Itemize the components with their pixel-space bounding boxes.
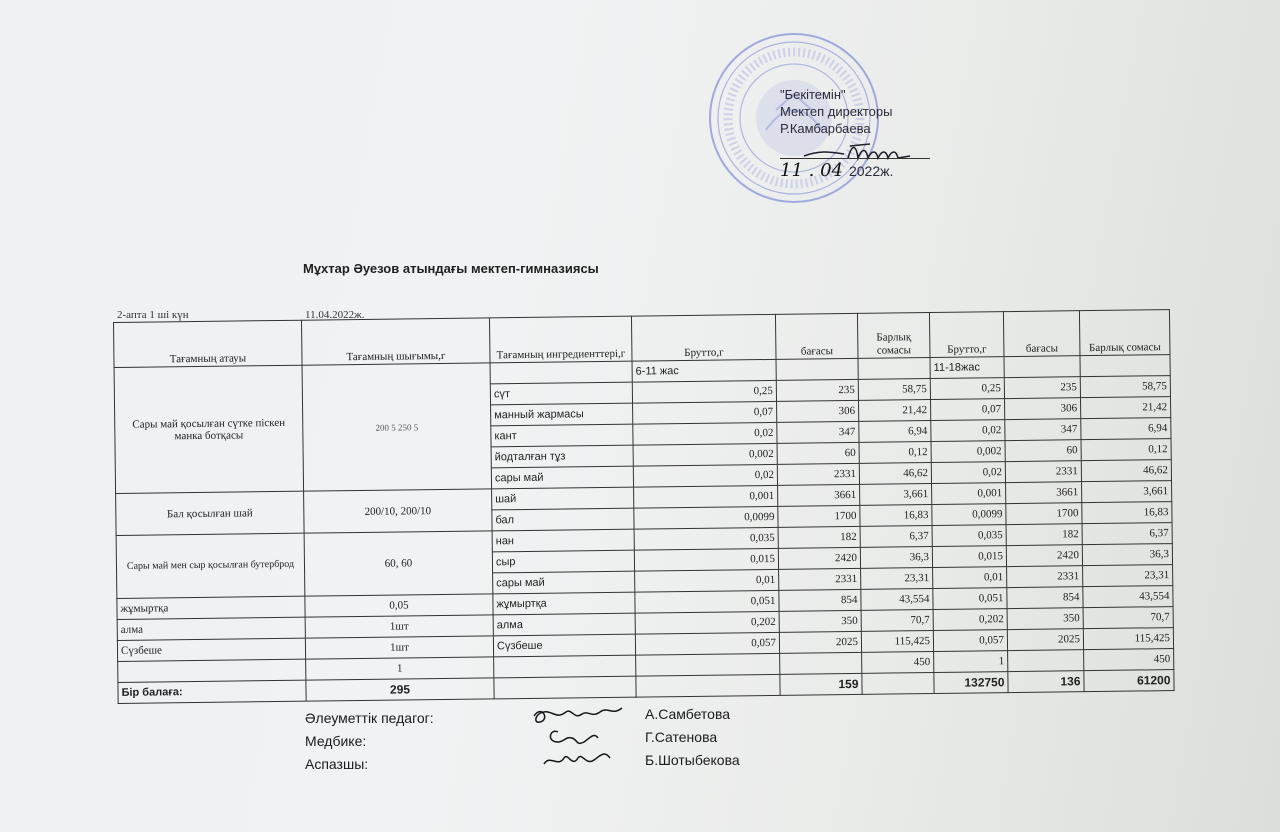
sum-1: 0,12 bbox=[859, 442, 931, 464]
price-2: 60 bbox=[1005, 440, 1081, 462]
role-social-pedagogue: Әлеуметтік педагог: bbox=[305, 710, 434, 726]
approval-date-year: 2022ж. bbox=[848, 163, 894, 179]
price-1: 3661 bbox=[778, 484, 860, 506]
approval-title: "Бекітемін" bbox=[780, 87, 846, 102]
brutto-2: 0,001 bbox=[932, 483, 1006, 505]
dish-yield: 200 5 250 5 bbox=[302, 363, 492, 491]
sum-2: 43,554 bbox=[1083, 586, 1173, 608]
sum-2: 58,75 bbox=[1080, 376, 1170, 398]
name-cook: Б.Шотыбекова bbox=[645, 752, 740, 768]
menu-date: 11.04.2022ж. bbox=[305, 309, 365, 321]
school-title: Мұхтар Әуезов атындағы мектеп-гимназиясы bbox=[303, 261, 599, 276]
brutto-1: 0,057 bbox=[635, 632, 779, 655]
empty-cell bbox=[1004, 356, 1080, 378]
price-2: 182 bbox=[1006, 524, 1082, 546]
dish-yield: 1шт bbox=[305, 615, 493, 638]
sum-2: 6,37 bbox=[1082, 523, 1172, 545]
empty-cell bbox=[858, 358, 930, 380]
ingredient-name: сыр bbox=[492, 550, 634, 573]
empty-cell bbox=[494, 655, 636, 678]
approval-date-handwritten: 11 . 04 bbox=[780, 160, 843, 181]
sum-2: 46,62 bbox=[1081, 460, 1171, 482]
age-group-2: 11-18жас bbox=[930, 357, 1004, 379]
brutto-2: 0,035 bbox=[932, 525, 1006, 547]
sum-1: 58,75 bbox=[858, 379, 930, 401]
price-2: 347 bbox=[1005, 419, 1081, 441]
sum-1: 23,31 bbox=[861, 568, 933, 590]
brutto-1: 0,002 bbox=[633, 443, 777, 466]
brutto-2: 0,25 bbox=[930, 378, 1004, 400]
empty-cell bbox=[776, 358, 858, 380]
role-cook: Аспазшы: bbox=[305, 756, 369, 772]
price-1: 2025 bbox=[779, 631, 861, 653]
brutto-1: 0,051 bbox=[635, 590, 779, 613]
empty-cell bbox=[1008, 650, 1084, 672]
sum-1: 46,62 bbox=[859, 463, 931, 485]
dish-yield: 1 bbox=[306, 657, 494, 680]
ingredient-name: нан bbox=[492, 529, 634, 552]
price-2: 306 bbox=[1005, 398, 1081, 420]
sum-2: 0,12 bbox=[1081, 439, 1171, 461]
sum-2: 6,94 bbox=[1081, 418, 1171, 440]
brutto-1: 0,202 bbox=[635, 611, 779, 634]
sum-2: 16,83 bbox=[1082, 502, 1172, 524]
brutto-2: 0,01 bbox=[933, 567, 1007, 589]
sum-1: 115,425 bbox=[861, 631, 933, 653]
sum-1: 70,7 bbox=[861, 610, 933, 632]
brutto-2: 0,07 bbox=[931, 399, 1005, 421]
price-2: 2331 bbox=[1005, 461, 1081, 483]
total-price-1: 159 bbox=[780, 673, 862, 695]
price-2: 2331 bbox=[1007, 566, 1083, 588]
price-1: 1700 bbox=[778, 505, 860, 527]
price-1: 854 bbox=[779, 589, 861, 611]
price-1: 350 bbox=[779, 610, 861, 632]
header-brutto-2: Брутто,г bbox=[929, 312, 1004, 358]
empty-cell bbox=[490, 361, 632, 384]
price-1: 2420 bbox=[778, 547, 860, 569]
sum-1: 36,3 bbox=[860, 547, 932, 569]
sum-2: 450 bbox=[1084, 649, 1174, 671]
empty-cell bbox=[1080, 355, 1170, 377]
ingredient-name: сары май bbox=[491, 466, 633, 489]
brutto-1: 0,01 bbox=[635, 569, 779, 592]
sum-1: 21,42 bbox=[859, 400, 931, 422]
brutto-2: 0,02 bbox=[931, 420, 1005, 442]
brutto-1: 0,02 bbox=[633, 464, 777, 487]
staff-names bbox=[645, 703, 740, 772]
age-group-1: 6-11 жас bbox=[632, 359, 776, 382]
dish-yield: 0,05 bbox=[305, 594, 493, 617]
header-sum-1: Барлық сомасы bbox=[857, 313, 930, 359]
dish-name: Сүзбеше bbox=[117, 638, 305, 661]
price-2: 3661 bbox=[1006, 482, 1082, 504]
price-2: 350 bbox=[1007, 608, 1083, 630]
brutto-1: 0,07 bbox=[633, 401, 777, 424]
total-sum-1: 132750 bbox=[934, 672, 1008, 694]
sum-2: 115,425 bbox=[1083, 628, 1173, 650]
price-2: 2420 bbox=[1006, 545, 1082, 567]
empty-cell bbox=[494, 676, 636, 699]
price-2: 235 bbox=[1004, 377, 1080, 399]
total-label: Бір балаға: bbox=[118, 680, 306, 703]
sum-1: 43,554 bbox=[861, 589, 933, 611]
total-yield: 295 bbox=[306, 678, 494, 701]
brutto-2: 0,057 bbox=[933, 630, 1007, 652]
total-brutto-2: 136 bbox=[1008, 671, 1084, 693]
brutto-1: 0,02 bbox=[633, 422, 777, 445]
ingredient-name: сүт bbox=[490, 382, 632, 405]
sum-2: 36,3 bbox=[1082, 544, 1172, 566]
header-ingredients: Тағамның ингредиенттері,г bbox=[489, 316, 632, 363]
brutto-1: 0,25 bbox=[632, 380, 776, 403]
dish-name: жұмыртқа bbox=[117, 596, 305, 619]
dish-yield: 200/10, 200/10 bbox=[304, 489, 492, 533]
price-2: 854 bbox=[1007, 587, 1083, 609]
brutto-2: 0,0099 bbox=[932, 504, 1006, 526]
sum-2: 21,42 bbox=[1080, 397, 1170, 419]
ingredient-name: манный жармасы bbox=[491, 403, 633, 426]
ingredient-name: йодталған тұз bbox=[491, 445, 633, 468]
brutto-2: 0,051 bbox=[933, 588, 1007, 610]
price-1: 182 bbox=[778, 526, 860, 548]
header-dish: Тағамның атауы bbox=[114, 320, 303, 367]
approval-date bbox=[780, 160, 893, 181]
sum-2: 3,661 bbox=[1082, 481, 1172, 503]
sum-2: 70,7 bbox=[1083, 607, 1173, 629]
dish-yield: 1шт bbox=[305, 636, 493, 659]
header-brutto-1: Брутто,г bbox=[631, 314, 776, 361]
role-nurse: Медбике: bbox=[305, 733, 367, 749]
approval-block bbox=[780, 86, 892, 137]
price-1: 60 bbox=[777, 442, 859, 464]
brutto-2: 1 bbox=[934, 651, 1008, 673]
staff-roles bbox=[305, 707, 434, 776]
approval-director: Р.Камбарбаева bbox=[780, 121, 871, 136]
sum-2: 23,31 bbox=[1083, 565, 1173, 587]
signature-line bbox=[780, 158, 930, 159]
header-sum-2: Барлық сомасы bbox=[1079, 310, 1170, 356]
brutto-1: 0,0099 bbox=[634, 506, 778, 529]
empty-cell bbox=[636, 674, 780, 697]
sum-1: 450 bbox=[862, 651, 934, 673]
brutto-2: 0,015 bbox=[932, 546, 1006, 568]
ingredient-name: алма bbox=[493, 613, 635, 636]
header-price-1: бағасы bbox=[775, 313, 858, 359]
header-price-2: бағасы bbox=[1003, 311, 1080, 357]
dish-yield: 60, 60 bbox=[304, 531, 493, 596]
price-1: 306 bbox=[777, 400, 859, 422]
sum-1: 16,83 bbox=[860, 505, 932, 527]
header-yield: Тағамның шығымы,г bbox=[301, 318, 490, 365]
sum-1: 3,661 bbox=[860, 484, 932, 506]
dish-name: Бал қосылған шай bbox=[116, 491, 304, 535]
empty-cell bbox=[780, 652, 862, 674]
sum-1: 6,94 bbox=[859, 421, 931, 443]
brutto-2: 0,202 bbox=[933, 609, 1007, 631]
empty-cell bbox=[862, 672, 934, 694]
empty-cell bbox=[636, 653, 780, 676]
brutto-2: 0,002 bbox=[931, 441, 1005, 463]
staff-signatures bbox=[528, 698, 638, 778]
price-1: 347 bbox=[777, 421, 859, 443]
name-nurse: Г.Сатенова bbox=[645, 729, 718, 745]
name-social-pedagogue: А.Самбетова bbox=[645, 706, 731, 722]
price-2: 2025 bbox=[1007, 629, 1083, 651]
empty-cell bbox=[118, 659, 306, 682]
price-1: 235 bbox=[776, 379, 858, 401]
price-1: 2331 bbox=[779, 568, 861, 590]
brutto-1: 0,035 bbox=[634, 527, 778, 550]
ingredient-name: Сүзбеше bbox=[493, 634, 635, 657]
menu-table bbox=[113, 309, 1175, 704]
price-1: 2331 bbox=[777, 463, 859, 485]
dish-name: Сары май қосылған сүтке піскен манка ботқасы bbox=[114, 365, 304, 493]
brutto-1: 0,001 bbox=[634, 485, 778, 508]
ingredient-name: бал bbox=[492, 508, 634, 531]
approval-position: Мектеп директоры bbox=[780, 104, 893, 119]
dish-name: алма bbox=[117, 617, 305, 640]
ingredient-name: сары май bbox=[493, 571, 635, 594]
price-2: 1700 bbox=[1006, 503, 1082, 525]
ingredient-name: шай bbox=[492, 487, 634, 510]
week-label: 2-апта 1 ші күн bbox=[117, 309, 189, 321]
ingredient-name: кант bbox=[491, 424, 633, 447]
brutto-1: 0,015 bbox=[634, 548, 778, 571]
brutto-2: 0,02 bbox=[931, 462, 1005, 484]
sum-1: 6,37 bbox=[860, 526, 932, 548]
dish-name: Сары май мен сыр қосылған бутерброд bbox=[116, 533, 305, 598]
ingredient-name: жұмыртқа bbox=[493, 592, 635, 615]
total-sum-2: 61200 bbox=[1084, 670, 1174, 692]
